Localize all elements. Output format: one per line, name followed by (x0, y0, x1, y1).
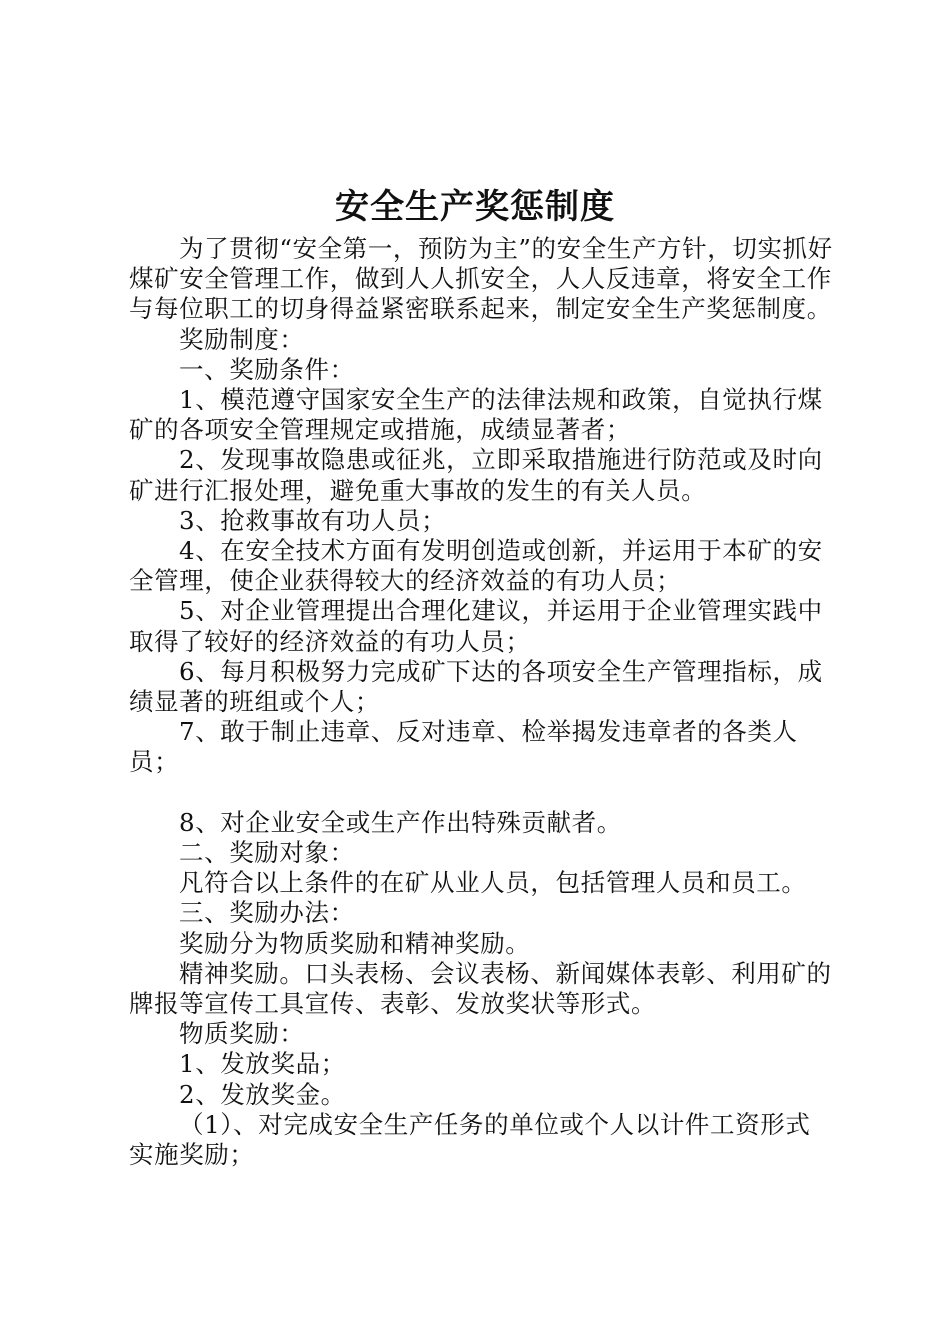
paragraph: 奖励分为物质奖励和精神奖励。 (179, 928, 531, 958)
list-item: 3、抢救事故有功人员； (179, 505, 447, 535)
list-item: 4、在安全技术方面有发明创造或创新，并运用于本矿的安全管理，使企业获得较大的经济效益的有功人员； (129, 536, 823, 596)
list-item: 8、对企业安全或生产作出特殊贡献者。 (179, 807, 622, 837)
section-heading-reward-system: 奖励制度： (179, 324, 305, 354)
document-title: 安全生产奖惩制度 (335, 187, 615, 227)
list-item: 2、发放奖金。 (179, 1079, 346, 1109)
list-item: 7、敢于制止违章、反对违章、检举揭发违章者的各类人员； (129, 717, 798, 777)
blank-line (129, 778, 833, 808)
intro-paragraph: 为了贯彻“安全第一，预防为主”的安全生产方针，切实抓好煤矿安全管理工作，做到人人抓安全，人人反违章，将安全工作与每位职工的切身得益紧密联系起来，制定安全生产奖惩制度。 (129, 234, 833, 324)
document-body (129, 234, 833, 1170)
section-heading-reward-targets: 二、奖励对象： (179, 838, 355, 868)
section-heading-reward-methods: 三、奖励办法： (179, 898, 355, 928)
paragraph: 凡符合以上条件的在矿从业人员，包括管理人员和员工。 (179, 868, 807, 898)
list-item: 1、发放奖品； (179, 1049, 346, 1079)
list-item: 2、发现事故隐患或征兆，立即采取措施进行防范或及时向矿进行汇报处理，避免重大事故的发生的有关人员。 (129, 445, 823, 505)
list-item: 1、模范遵守国家安全生产的法律法规和政策，自觉执行煤矿的各项安全管理规定或措施，成绩显著者； (129, 385, 823, 445)
list-item: 5、对企业管理提出合理化建议，并运用于企业管理实践中取得了较好的经济效益的有功人员； (129, 596, 823, 656)
list-item: 6、每月积极努力完成矿下达的各项安全生产管理指标，成绩显著的班组或个人； (129, 656, 823, 717)
paragraph: 精神奖励。口头表杨、会议表杨、新闻媒体表彰、利用矿的牌报等宣传工具宣传、表彰、发放奖状等形式。 (129, 958, 832, 1019)
paragraph: 物质奖励： (179, 1019, 305, 1049)
list-item: （1）、对完成安全生产任务的单位或个人以计件工资形式实施奖励； (129, 1109, 811, 1170)
section-heading-reward-conditions: 一、奖励条件： (179, 354, 355, 384)
